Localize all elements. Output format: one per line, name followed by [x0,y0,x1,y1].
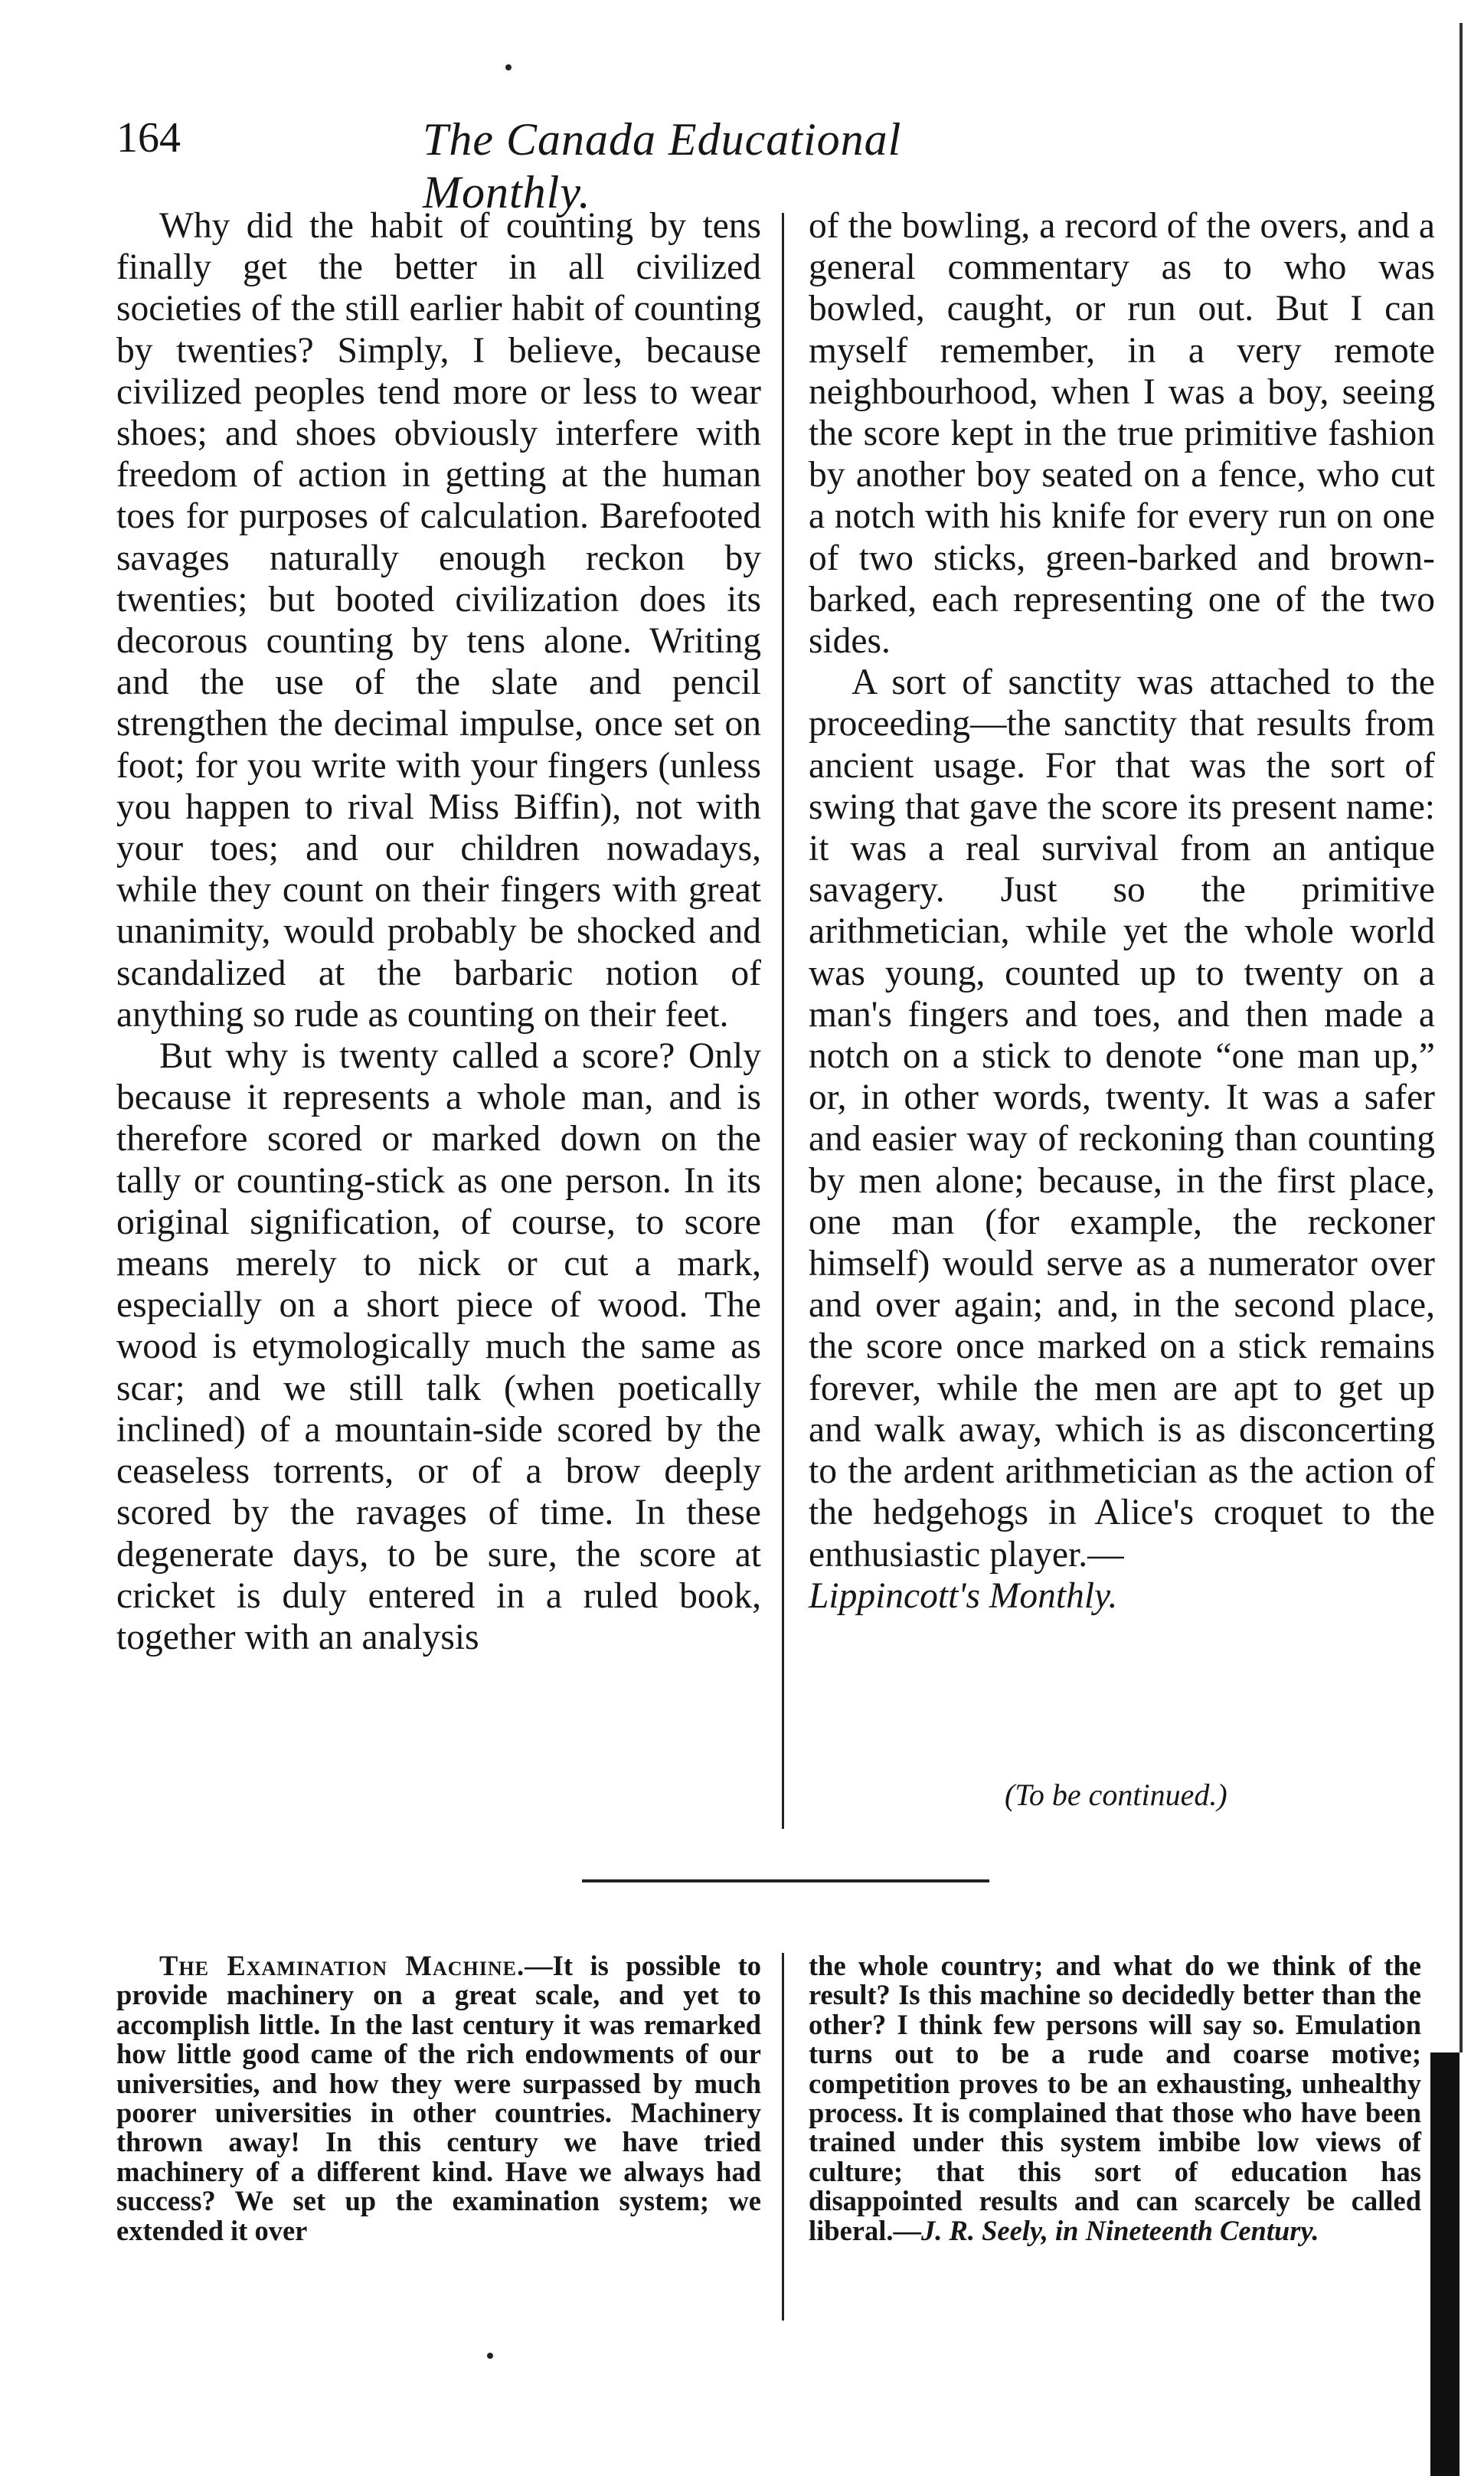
page-edge-shadow [1430,2052,1459,2476]
extract-paragraph [116,1951,761,2245]
extract-column-left [116,1951,761,2245]
article-attribution: Lippincott's Monthly. [809,1575,1118,1616]
column-divider [782,1953,784,2321]
page-edge-line [1459,23,1463,2052]
article-paragraph: of the bowling, a record of the overs, and a general commentary as to who was bowled, caught, or run out. But I can myself remember, in a very remote neighbourhood, when I was a boy, seeing the score kept in the true primitive fashion by another boy seated on a fence, who cut a notch with his knife for every run on one of two sticks, green-barked and brown-barked, each representing one of the two sides. [809,206,1435,662]
article-column-right [809,205,1435,1617]
extract-heading: The Examination Machine. [159,1950,525,1981]
extract-attribution: J. R. Seely, in Nineteenth Century. [921,2214,1319,2246]
continued-text: (To be continued.) [1005,1778,1227,1812]
continued-note [1005,1777,1227,1813]
article-paragraph: Why did the habit of counting by tens finally get the better in all civilized societies of the still earlier habit of counting by twenties? Simply, I believe, because civilized peoples tend more or less to wear shoes; and shoes obviously interfere with freedom of action in getting at the human toes for purposes of calculation. Barefooted savages naturally enough reckon by twenties; but booted civilization does its decorous counting by tens alone. Writing and the use of the slate and pencil strengthen the decimal impulse, once set on foot; for you write with your fingers (unless you happen to rival Miss Biffin), not with your toes; and our children nowadays, while they count on their fingers with great unanimity, would probably be shocked and scandalized at the barbaric notion of anything so rude as counting on their feet. [116,206,761,1035]
print-mark [505,64,512,70]
extract-column-right [809,1951,1421,2245]
article-paragraph: But why is twenty called a score? Only because it represents a whole man, and is therefore scored or marked down on the tally or counting-stick as one person. In its original signification, of course, to score means merely to nick or cut a mark, especially on a short piece of wood. The wood is etymologically much the same as scar; and we still talk (when poetically inclined) of a mountain-side scored by the ceaseless torrents, or of a brow deeply scored by the ravages of time. In these degenerate days, to be sure, the score at cricket is duly entered in a ruled book, together with an analysis [116,1036,761,1657]
extract-text: the whole country; and what do we think of the result? Is this machine so decidedly better than the other? I think few persons will say so. Emulation turns out to be a rude and coarse motive; competition proves to be an exhausting, unhealthy process. It is complained that those who have been trained under this system imbibe low views of culture; that this sort of education has disappointed results and can scarcely be called liberal.— [809,1950,1421,2246]
column-divider [782,213,784,1829]
article-paragraph-text: A sort of sanctity was attached to the proceeding—the sanctity that results from ancient usage. For that was the sort of swing that gave the score its present name: it was a real survival from an antique savagery. Just so the primitive arithmetician, while yet the whole world was young, counted up to twenty on a man's fingers and toes, and then made a notch on a stick to denote “one man up,” or, in other words, twenty. It was a safer and easier way of reckoning than counting by men alone; because, in the first place, one man (for example, the reckoner himself) would serve as a numerator over and over again; and, in the second place, the score once marked on a stick remains forever, while the men are apt to get up and walk away, which is as disconcerting to the ardent arithmetician as the action of the hedgehogs in Alice's croquet to the enthusiastic player.— [809,662,1435,1575]
page-number: 164 [116,114,181,162]
extract-paragraph [809,1951,1421,2245]
print-mark [487,2353,493,2359]
article-column-left [116,205,761,1658]
article-paragraph [809,662,1435,1617]
running-title: The Canada Educational Monthly. [423,114,902,218]
section-divider [582,1879,989,1882]
extract-text: —It is possible to provide machinery on a great scale, and yet to accomplish little. In the last century it was remarked how little good came of the rich endowments of our universities, and how they were surpassed by much poorer universities in other countries. Machinery thrown away! In this century we have tried machinery of a different kind. Have we always had success? We set up the examination system; we extended it over [116,1950,761,2246]
page-header [116,113,1064,218]
